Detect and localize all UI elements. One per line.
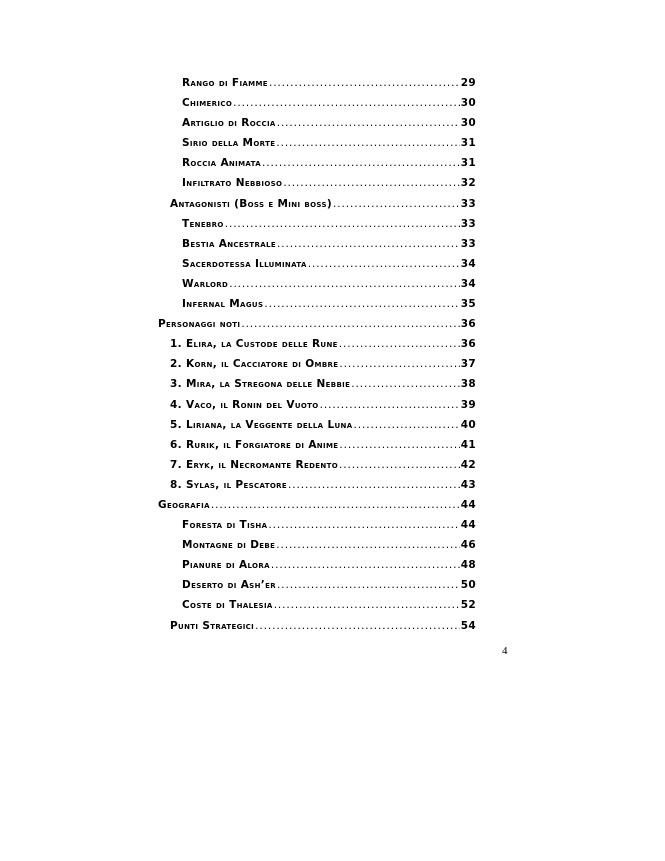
toc-entry-page: 50 — [460, 579, 476, 592]
toc-entry-page: 30 — [460, 117, 476, 130]
toc-entry[interactable] — [158, 334, 476, 354]
toc-entry-page: 34 — [460, 257, 476, 270]
toc-entry-title: Warlord — [182, 277, 229, 290]
toc-entry[interactable] — [158, 395, 476, 415]
toc-entry[interactable] — [158, 475, 476, 495]
dot-leader — [268, 515, 459, 535]
toc-entry-title: Punti Strategici — [170, 619, 255, 632]
dot-leader — [262, 153, 460, 173]
toc-entry-page: 37 — [460, 358, 476, 371]
toc-entry[interactable] — [158, 274, 476, 294]
dot-leader — [229, 274, 459, 294]
toc-entry[interactable] — [158, 435, 476, 455]
toc-entry-title: Artiglio di Roccia — [182, 117, 276, 130]
toc-entry-title: Montagne di Debe — [182, 539, 276, 552]
toc-entry-page: 38 — [460, 378, 476, 391]
toc-entry-page: 44 — [460, 519, 476, 532]
toc-entry[interactable] — [158, 73, 476, 93]
toc-entry-title: Infiltrato Nebbioso — [182, 177, 283, 190]
toc-entry-page: 36 — [460, 338, 476, 351]
dot-leader — [241, 314, 459, 334]
toc-entry-title: Sirio della Morte — [182, 137, 276, 150]
dot-leader — [277, 113, 460, 133]
dot-leader — [288, 475, 460, 495]
toc-entry-page: 43 — [460, 478, 476, 491]
toc-entry[interactable] — [158, 113, 476, 133]
dot-leader — [339, 435, 459, 455]
toc-entry[interactable] — [158, 93, 476, 113]
toc-entry[interactable] — [158, 254, 476, 274]
toc-entry-title: 8. Sylas, il Pescatore — [170, 478, 287, 491]
dot-leader — [276, 535, 459, 555]
dot-leader — [339, 354, 459, 374]
toc-entry[interactable] — [158, 535, 476, 555]
toc-entry-title: Geografia — [158, 498, 210, 511]
dot-leader — [274, 595, 460, 615]
toc-entry-title: Deserto di Ash’er — [182, 579, 276, 592]
toc-entry-page: 52 — [460, 599, 476, 612]
toc-entry-title: Sacerdotessa Illuminata — [182, 257, 307, 270]
toc-entry[interactable] — [158, 515, 476, 535]
toc-entry-title: Bestia Ancestrale — [182, 237, 276, 250]
toc-entry-title: 5. Liriana, la Veggente della Luna — [170, 418, 353, 431]
toc-entry-title: 4. Vaco, il Ronin del Vuoto — [170, 398, 319, 411]
toc-entry[interactable] — [158, 173, 476, 193]
toc-entry-page: 41 — [460, 438, 476, 451]
dot-leader — [271, 555, 460, 575]
toc-entry-title: Antagonisti (Boss e Mini boss) — [170, 197, 333, 210]
dot-leader — [276, 133, 459, 153]
dot-leader — [308, 254, 460, 274]
dot-leader — [233, 93, 460, 113]
toc-entry-title: Personaggi noti — [158, 318, 241, 331]
dot-leader — [339, 334, 460, 354]
toc-entry-page: 46 — [460, 539, 476, 552]
dot-leader — [333, 194, 460, 214]
toc-entry-page: 36 — [460, 318, 476, 331]
toc-entry-title: 7. Eryk, il Necromante Redento — [170, 458, 339, 471]
toc-entry[interactable] — [158, 495, 476, 515]
toc-entry-page: 42 — [460, 458, 476, 471]
toc-entry-title: Coste di Thalesia — [182, 599, 273, 612]
toc-entry[interactable] — [158, 314, 476, 334]
toc-entry-page: 48 — [460, 559, 476, 572]
toc-entry-title: Tenebro — [182, 217, 224, 230]
toc-entry-page: 33 — [460, 217, 476, 230]
toc-entry-page: 33 — [460, 237, 476, 250]
toc-entry[interactable] — [158, 354, 476, 374]
dot-leader — [264, 294, 459, 314]
dot-leader — [269, 73, 460, 93]
toc-entry-page: 31 — [460, 157, 476, 170]
toc-entry-page: 40 — [460, 418, 476, 431]
toc-entry[interactable] — [158, 214, 476, 234]
toc-entry-title: Roccia Animata — [182, 157, 261, 170]
toc-entry[interactable] — [158, 575, 476, 595]
toc-entry[interactable] — [158, 153, 476, 173]
toc-entry[interactable] — [158, 616, 476, 636]
toc-entry-page: 44 — [460, 498, 476, 511]
toc-entry[interactable] — [158, 455, 476, 475]
dot-leader — [211, 495, 460, 515]
toc-entry[interactable] — [158, 133, 476, 153]
toc-entry-page: 54 — [460, 619, 476, 632]
toc-entry-title: Chimerico — [182, 97, 233, 110]
toc-entry[interactable] — [158, 595, 476, 615]
toc-entry-title: Foresta di Tisha — [182, 519, 268, 532]
dot-leader — [255, 616, 460, 636]
toc-entry-page: 33 — [460, 197, 476, 210]
toc-entry-title: 2. Korn, il Cacciatore di Ombre — [170, 358, 339, 371]
dot-leader — [283, 173, 459, 193]
dot-leader — [339, 455, 460, 475]
toc-entry-page: 30 — [460, 97, 476, 110]
dot-leader — [277, 575, 460, 595]
toc-entry-title: 1. Elira, la Custode delle Rune — [170, 338, 338, 351]
toc-entry[interactable] — [158, 234, 476, 254]
toc-entry-title: Rango di Fiamme — [182, 77, 268, 89]
toc-entry-page: 31 — [460, 137, 476, 150]
dot-leader — [320, 395, 460, 415]
dot-leader — [351, 374, 459, 394]
toc-entry-title: 6. Rurik, il Forgiatore di Anime — [170, 438, 339, 451]
page-number: 4 — [502, 645, 508, 657]
toc-entry[interactable] — [158, 374, 476, 394]
toc-entry[interactable] — [158, 415, 476, 435]
toc-entry-page: 34 — [460, 277, 476, 290]
toc-entry-title: 3. Mira, la Stregona delle Nebbie — [170, 378, 351, 391]
toc-entry-title: Pianure di Alora — [182, 559, 270, 572]
dot-leader — [354, 415, 460, 435]
toc-entry-title: Infernal Magus — [182, 298, 264, 311]
toc-entry-page: 32 — [460, 177, 476, 190]
toc-entry[interactable] — [158, 194, 476, 214]
table-of-contents — [158, 73, 476, 636]
toc-entry-page: 39 — [460, 398, 476, 411]
toc-entry[interactable] — [158, 555, 476, 575]
toc-entry-page: 29 — [460, 77, 476, 89]
toc-entry[interactable] — [158, 294, 476, 314]
toc-entry-page: 35 — [460, 298, 476, 311]
dot-leader — [277, 234, 460, 254]
dot-leader — [225, 214, 460, 234]
